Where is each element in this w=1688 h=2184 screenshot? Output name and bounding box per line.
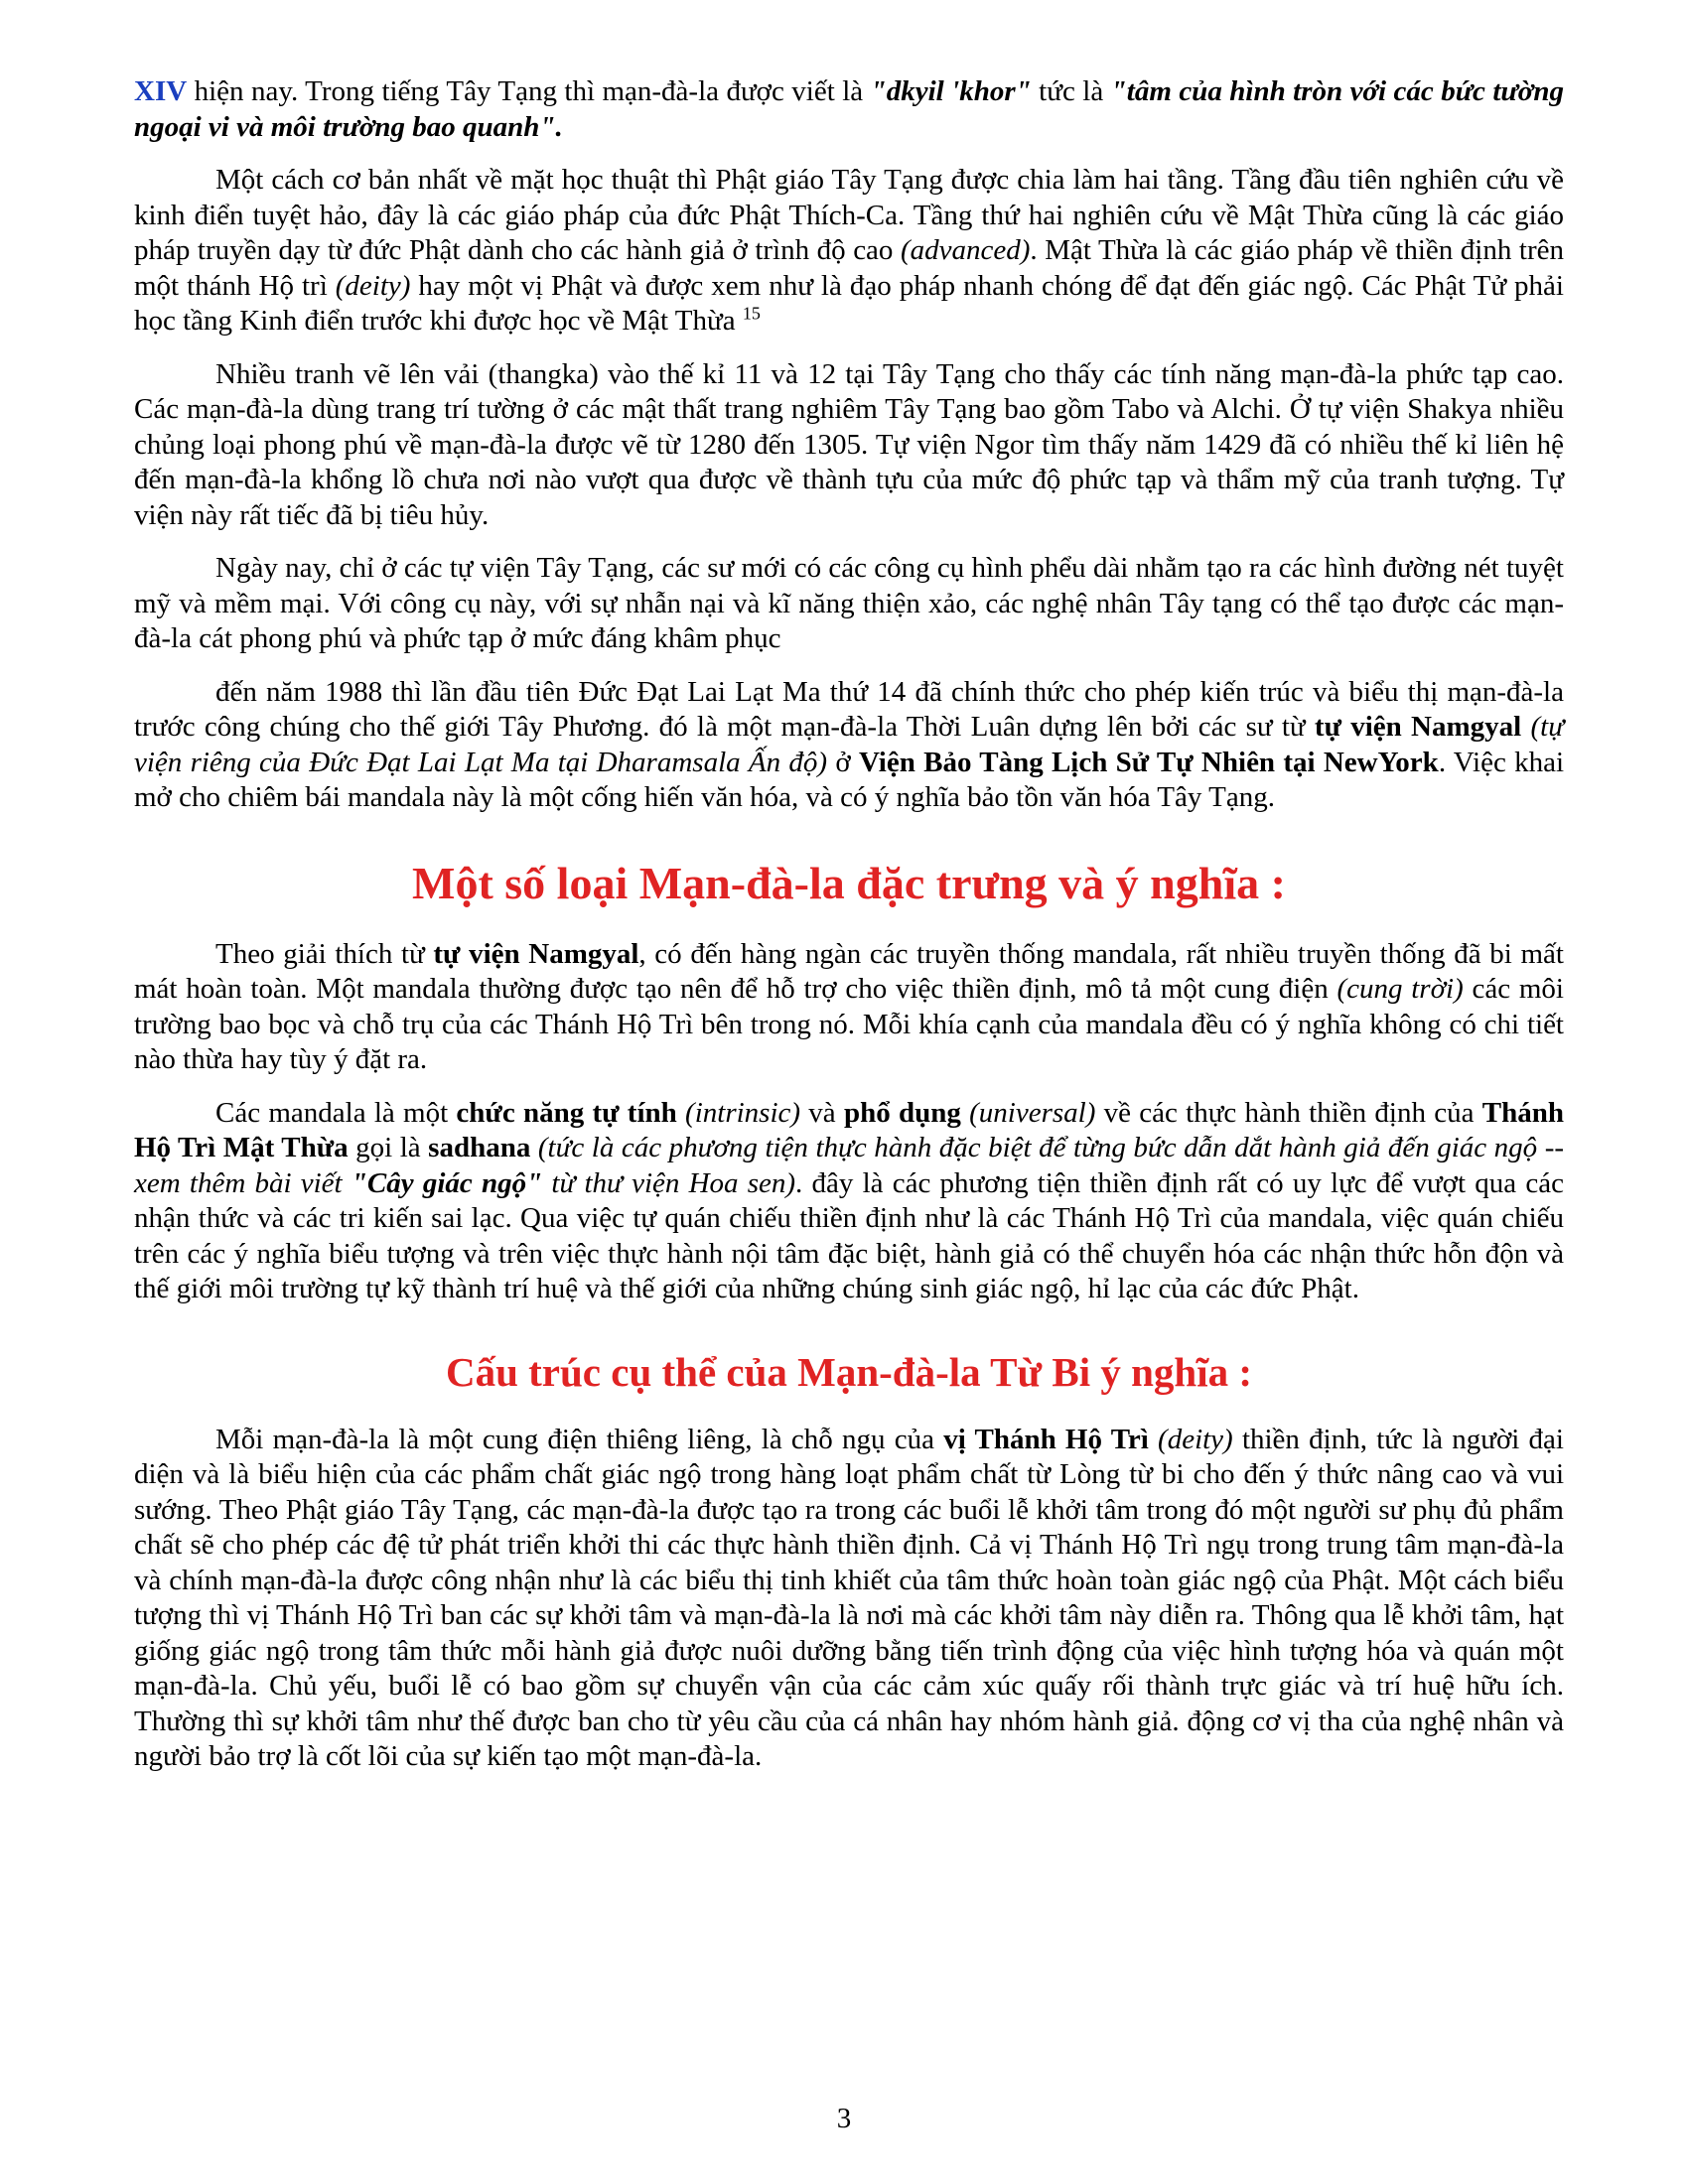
text-run: gọi là xyxy=(348,1132,429,1163)
text-run: . đây là các phương tiện thiền định rất có uy lực để vượt qua các nhận thức và các tri kiến sai lạc. Qua việc tự quán chiếu thiền định như là các Thánh Hộ Trì của mandala, việc quán chiếu trên các ý nghĩa biểu tượng và trên việc thực hành nội tâm đặc biệt, hành giả có thể chuyển hóa các nhận thức hỗn độn và thế giới môi trường tự kỹ thành trí huệ và thế giới của những chúng sinh giác ngộ, hỉ lạc của các đức Phật. xyxy=(134,1166,1564,1304)
text-run: Một cách cơ bản nhất về mặt học thuật thì Phật giáo Tây Tạng được chia làm hai tầng. Tầng đầu tiên nghiên cứu về kinh điển tuyệt hảo, đây là các giáo pháp của đức Phật Thích-Ca. Tầng thứ hai nghiên cứu về Mật Thừa cũng là các giáo pháp truyền dạy từ đức Phật dành cho các hành giả ở trình độ cao xyxy=(134,164,1564,266)
roman-numeral: XIV xyxy=(134,75,188,107)
text-run: Theo giải thích từ xyxy=(215,937,434,970)
page-number: 3 xyxy=(836,2103,852,2134)
text-run: hay một vị Phật và được xem như là đạo pháp nhanh chóng để đạt đến giác ngộ. Các Phật Tử phải học tầng Kinh điển trước khi được học về Mật Thừa xyxy=(134,269,1564,337)
italic-term: (deity) xyxy=(335,269,411,302)
bold-term: sadhana xyxy=(428,1132,531,1163)
italic-note: (tự viện riêng của Đức Đạt Lai Lạt Ma tại Dharamsala Ấn độ) xyxy=(134,711,1565,778)
italic-note: từ thư viện Hoa sen) xyxy=(542,1166,796,1199)
paragraph-sadhana xyxy=(134,1096,1564,1307)
bold-term: Viện Bảo Tàng Lịch Sử Tự Nhiên tại NewYork xyxy=(858,746,1439,778)
text-run: hiện nay. Trong tiếng Tây Tạng thì mạn-đà-la được viết là xyxy=(187,75,871,107)
bold-term: tự viện Namgyal xyxy=(433,937,639,970)
article-title: "Cây giác ngộ" xyxy=(351,1166,543,1199)
text-run: về các thực hành thiền định của xyxy=(1095,1096,1482,1129)
text-run: tức là xyxy=(1031,75,1111,107)
text-run: . Việc khai mở cho chiêm bái mandala này là một cống hiến văn hóa, và có ý nghĩa bảo tồn văn hóa Tây Tạng. xyxy=(134,746,1565,813)
text-run: Các mandala là một xyxy=(215,1096,457,1129)
bold-term: vị Thánh Hộ Trì xyxy=(943,1423,1149,1455)
italic-term: (cung trời) xyxy=(1336,973,1464,1005)
bold-term: tự viện Namgyal xyxy=(1314,711,1522,743)
tibetan-term: "dkyil 'khor" xyxy=(870,75,1032,107)
text-run: các môi trường bao bọc và chỗ trụ của các Thánh Hộ Trì bên trong nó. Mỗi khía cạnh của mandala đều có ý nghĩa không có chi tiết nào thừa hay tùy ý đặt ra. xyxy=(134,973,1564,1075)
bold-term: phổ dụng xyxy=(843,1096,961,1129)
italic-term: (intrinsic) xyxy=(676,1096,801,1129)
text-run: thiền định, tức là người đại diện và là biểu hiện của các phẩm chất giác ngộ trong hàng loạt phẩm chất từ Lòng từ bi cho đến ý thức nâng cao và vui sướng. Theo Phật giáo Tây Tạng, các mạn-đà-la được tạo ra trong các buổi lễ khởi tâm trong đó một người sư phụ đủ phẩm chất sẽ cho phép các đệ tử phát triển khởi thi các thực hành thiền định. Cả vị Thánh Hộ Trì ngụ trong trung tâm mạn-đà-la và chính mạn-đà-la được công nhận như là các biểu thị tinh khiết của tâm thức hoàn toàn giác ngộ của Phật. Một cách biểu tượng thì vị Thánh Hộ Trì ban các sự khởi tâm và mạn-đà-la là nơi mà các khởi tâm này diễn ra. Thông qua lễ khởi tâm, hạt giống giác ngộ trong tâm thức mỗi hành giả được nuôi dưỡng bằng tiến trình động của việc hình tượng hóa và quán một mạn-đà-la. Chủ yếu, buổi lễ có bao gồm sự chuyển vận của các cảm xúc quấy rối thành trực giác và trí huệ hữu ích. Thường thì sự khởi tâm như thế được ban cho từ yêu cầu của cá nhân hay nhóm hành giả. động cơ vị tha của nghệ nhân và người bảo trợ là cốt lõi của sự kiến tạo một mạn-đà-la. xyxy=(134,1423,1564,1772)
section-heading: Cấu trúc cụ thể của Mạn-đà-la Từ Bi ý nghĩa : xyxy=(445,1348,1252,1395)
paragraph-palace xyxy=(134,1423,1564,1775)
italic-term: (deity) xyxy=(1148,1423,1233,1455)
term-translation: "tâm của hình tròn với các bức tường ngoại vi và môi trường bao quanh". xyxy=(134,75,1565,143)
bold-term: chức năng tự tính xyxy=(456,1096,677,1129)
document-body xyxy=(134,74,1564,1793)
paragraph-study-levels xyxy=(134,163,1564,340)
footnote-ref: 15 xyxy=(742,303,761,324)
text-run: đến năm 1988 thì lần đầu tiên Đức Đạt Lai Lạt Ma thứ 14 đã chính thức cho phép kiến trúc và biểu thị mạn-đà-la trước công chúng cho thế giới Tây Phương. đó là một mạn-đà-la Thời Luân dựng lên bởi các sư từ xyxy=(134,675,1564,743)
italic-term: (universal) xyxy=(960,1096,1096,1129)
text-run: và xyxy=(800,1096,844,1129)
paragraph-1988 xyxy=(134,675,1564,816)
italic-term: (advanced) xyxy=(900,234,1031,266)
text-run: , có đến hàng ngàn các truyền thống mandala, rất nhiều truyền thống đã bi mất mát hoàn toàn. Một mandala thường được tạo nên để hỗ trợ cho việc thiền định, mô tả một cung điện xyxy=(134,937,1564,1005)
paragraph-namgyal xyxy=(134,937,1564,1078)
text-run: . Mật Thừa là các giáo pháp về thiền định trên một thánh Hộ trì xyxy=(134,234,1564,302)
paragraph-thangka: Nhiều tranh vẽ lên vải (thangka) vào thế kỉ 11 và 12 tại Tây Tạng cho thấy các tính năng mạn-đà-la phức tạp cao. Các mạn-đà-la dùng trang trí tường ở các mật thất trang nghiêm Tây Tạng bao gồm Tabo và Alchi. Ở tự viện Shakya nhiều chủng loại phong phú về mạn-đà-la được vẽ từ 1280 đến 1305. Tự viện Ngor tìm thấy năm 1429 đã có nhiều thế kỉ liên hệ đến mạn-đà-la khổng lồ chưa nơi nào vượt qua được về thành tựu của mức độ phức tạp và thẩm mỹ của tranh tượng. Tự viện này rất tiếc đã bị tiêu hủy. xyxy=(134,357,1564,531)
text-run: ở xyxy=(827,746,859,778)
section-heading: Một số loại Mạn-đà-la đặc trưng và ý nghĩa : xyxy=(412,857,1286,908)
bold-term: Thánh Hộ Trì Mật Thừa xyxy=(134,1096,1564,1163)
italic-note: (tức là các phương tiện thực hành đặc biệt để từng bức dẫn dắt hành giả đến giác ngộ -- xem thêm bài viết xyxy=(134,1132,1565,1199)
text-run: Mỗi mạn-đà-la là một cung điện thiêng liêng, là chỗ ngụ của xyxy=(215,1423,944,1455)
paragraph-continuation xyxy=(134,74,1564,145)
paragraph-tools: Ngày nay, chỉ ở các tự viện Tây Tạng, các sư mới có các công cụ hình phểu dài nhằm tạo ra các hình đường nét tuyệt mỹ và mềm mại. Với công cụ này, với sự nhẫn nại và kĩ năng thiện xảo, các nghệ nhân Tây tạng có thể tạo được các mạn-đà-la cát phong phú và phức tạp ở mức đáng khâm phục xyxy=(134,552,1564,654)
